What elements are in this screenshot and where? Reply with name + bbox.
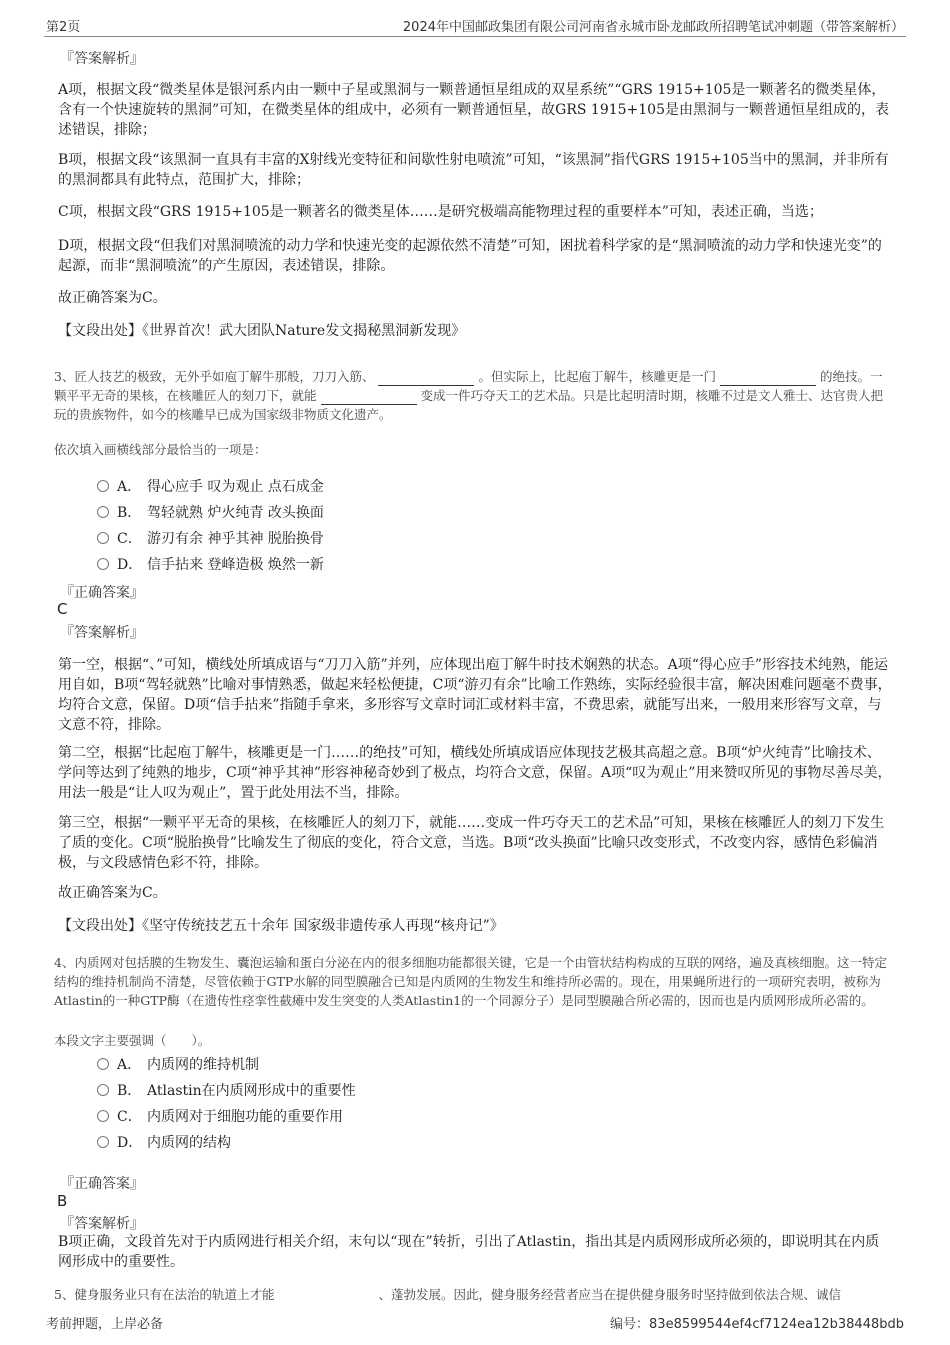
q2-analysis-d: D项，根据文段“但我们对黑洞喷流的动力学和快速光变的起源依然不清楚”可知，困扰着科学家的是“黑洞喷流的动力学和快速光变”的起源，而非“黑洞喷流”的产生原因，表述错误，排除。 [58,238,882,274]
q3-source: 【文段出处】《坚守传统技艺五十余年 国家级非遗传承人再现“核舟记”》 [58,918,504,934]
q4-option-b[interactable]: B． Atlastin在内质网形成中的重要性 [97,1080,356,1100]
q4-analysis-label: 『答案解析』 [60,1216,144,1232]
q4-answer-label: 『正确答案』 [60,1176,144,1192]
blank-3 [321,390,417,405]
q4-stem: 4、内质网对包括膜的生物发生、囊泡运输和蛋白分泌在内的很多细胞功能都很关键，它是一个由管状结构构成的互联的网络，遍及真核细胞。这一特定结构的维持机制尚不清楚，尽管依赖于GTP水解的同型膜融合已知是内质网的生物发生和维持所必需的。现在，用果蝇所进行的一项研究表明，被称为Atlastin的一种GTP酶（在遗传性痉挛性截瘫中发生突变的人类Atlastin1的一个同源分子）是同型膜融合所必需的，因而也是内质网形成所必需的。 [54,955,887,1008]
radio-icon[interactable] [97,1084,109,1096]
q5-stem: 5、健身服务业只有在法治的轨道上才能 、蓬勃发展。因此，健身服务经营者应当在提供健身服务时坚持做到依法合规、诚信 [54,1287,841,1302]
q4-option-a[interactable]: A． 内质网的维持机制 [97,1054,259,1074]
blank-1 [378,371,474,386]
q4-option-c[interactable]: C． 内质网对于细胞功能的重要作用 [97,1106,343,1126]
q3-analysis-label: 『答案解析』 [60,625,144,641]
q2-analysis-label: 『答案解析』 [60,51,144,67]
q3-answer-label: 『正确答案』 [60,585,144,601]
radio-icon[interactable] [97,558,109,570]
page-number: 第2页 [46,20,81,35]
radio-icon[interactable] [97,506,109,518]
q4-prompt: 本段文字主要强调（ ）。 [54,1033,211,1048]
q4-option-d[interactable]: D． 内质网的结构 [97,1132,231,1152]
q3-prompt: 依次填入画横线部分最恰当的一项是： [54,442,267,457]
q3-conclusion: 故正确答案为C。 [58,885,167,901]
q3-analysis-3: 第三空，根据“一颗平平无奇的果核，在核雕匠人的刻刀下，就能……变成一件巧夺天工的艺术品”可知，果核在核雕匠人的刻刀下发生了质的变化。C项“脱胎换骨”比喻发生了彻底的变化，符合文意，当选。B项“改头换面”比喻只改变形式，不改变内容，感情色彩偏消极，与文段感情色彩不符，排除。 [58,815,885,871]
q3-option-d[interactable]: D． 信手拈来 登峰造极 焕然一新 [97,554,324,574]
radio-icon[interactable] [97,1136,109,1148]
footer-slogan: 考前押题，上岸必备 [46,1317,164,1332]
q4-analysis-1: B项正确，文段首先对于内质网进行相关介绍，末句以“现在”转折，引出了Atlastin，指出其是内质网形成所必须的，即说明其在内质网形成中的重要性。 [58,1234,880,1270]
footer-id: 编号：83e8599544ef4cf7124ea12b38448bdb [610,1317,904,1332]
q2-analysis-a: A项，根据文段“微类星体是银河系内由一颗中子星或黑洞与一颗普通恒星组成的双星系统”“GRS 1915+105是一颗著名的微类星体，含有一个快速旋转的黑洞”可知，在微类星体的组成中，必须有一颗普通恒星，故GRS 1915+105是由黑洞与一颗普通恒星组成的，表述错误，排除； [58,82,890,138]
q2-source: 【文段出处】《世界首次！武大团队Nature发文揭秘黑洞新发现》 [58,323,466,339]
q3-stem: 3、匠人技艺的极致，无外乎如庖丁解牛那般，刀刀入筋、 。但实际上，比起庖丁解牛，核雕更是一门 的绝技。一颗平平无奇的果核，在核雕匠人的刻刀下，就能 变成一件巧夺天工的艺术品。只是比起明清时期，核雕不过是文人雅士、达官贵人把玩的贵族物件，如今的核雕早已成为国家级非物质文化遗产。 [54,369,884,422]
blank-2 [720,371,816,386]
radio-icon[interactable] [97,480,109,492]
document-title: 2024年中国邮政集团有限公司河南省永城市卧龙邮政所招聘笔试冲刺题（带答案解析） [402,20,904,35]
radio-icon[interactable] [97,1058,109,1070]
q3-analysis-1: 第一空，根据“、”可知，横线处所填成语与“刀刀入筋”并列，应体现出庖丁解牛时技术娴熟的状态。A项“得心应手”形容技术纯熟，能运用自如，B项“驾轻就熟”比喻对事情熟悉，做起来轻松便捷，C项“游刃有余”比喻工作熟练，实际经验很丰富，解决困难问题毫不费事，均符合文意，保留。D项“信手拈来”指随手拿来，多形容写文章时词汇或材料丰富，不费思索，就能写出来，一般用来形容写文章，与文意不符，排除。 [58,657,892,733]
q4-answer: B [57,1192,68,1210]
q3-option-a[interactable]: A． 得心应手 叹为观止 点石成金 [97,476,324,496]
q2-analysis-c: C项，根据文段“GRS 1915+105是一颗著名的微类星体……是研究极端高能物理过程的重要样本”可知，表述正确，当选； [58,204,823,220]
q3-answer: C [57,600,68,618]
header-divider [44,36,906,37]
q2-analysis-b: B项，根据文段“该黑洞一直具有丰富的X射线光变特征和间歇性射电喷流”可知，“该黑洞”指代GRS 1915+105当中的黑洞，并非所有的黑洞都具有此特点，范围扩大，排除； [58,152,889,188]
q3-option-b[interactable]: B． 驾轻就熟 炉火纯青 改头换面 [97,502,324,522]
radio-icon[interactable] [97,532,109,544]
radio-icon[interactable] [97,1110,109,1122]
q3-analysis-2: 第二空，根据“比起庖丁解牛，核雕更是一门……的绝技”可知，横线处所填成语应体现技艺极其高超之意。B项“炉火纯青”比喻技术、学问等达到了纯熟的地步，C项“神乎其神”形容神秘奇妙到了极点，均符合文意，保留。A项“叹为观止”用来赞叹所见的事物尽善尽美，用法一般是“让人叹为观止”，置于此处用法不当，排除。 [58,745,892,801]
q2-conclusion: 故正确答案为C。 [58,290,167,306]
q3-option-c[interactable]: C． 游刃有余 神乎其神 脱胎换骨 [97,528,324,548]
